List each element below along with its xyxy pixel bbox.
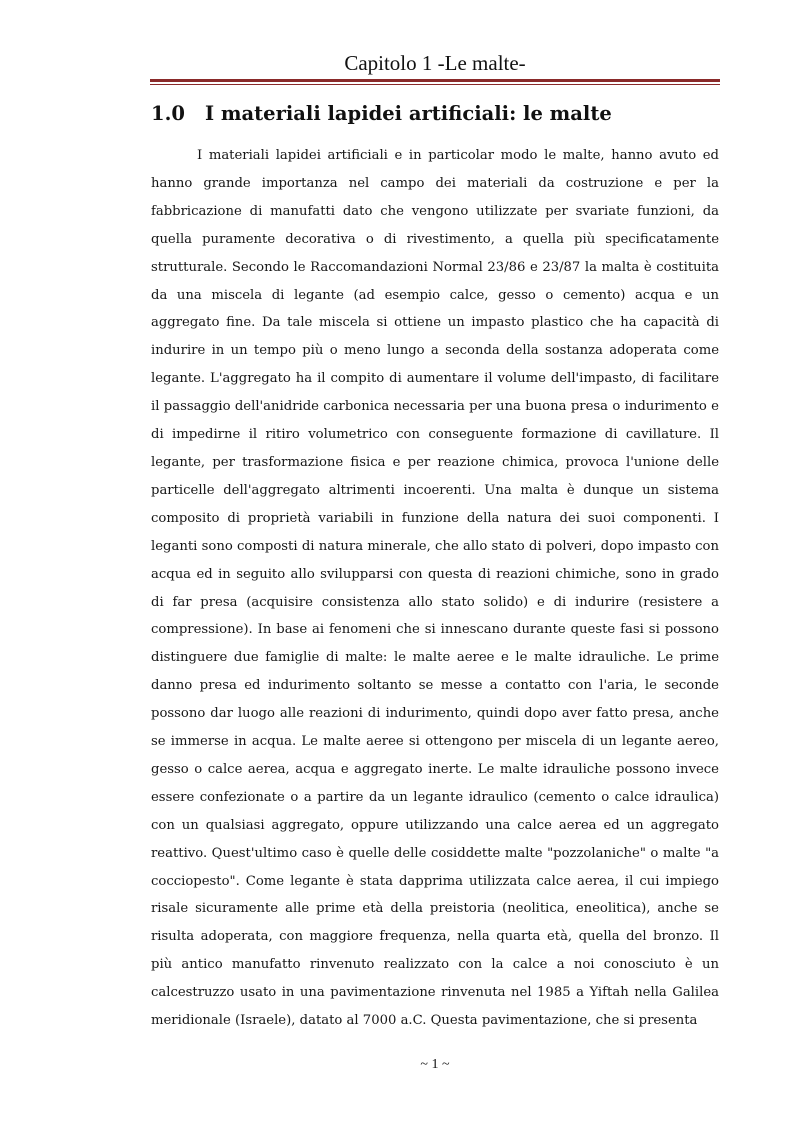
- body-paragraph: I materiali lapidei artificiali e in particolar modo le malte, hanno avuto ed hanno grande importanza nel campo dei materiali da costruzione e per la fabbricazione di manufatti dato che vengono utilizzate per svariate funzioni, da quella puramente decorativa o di rivestimento, a quella più specificatamente strutturale. Secondo le Raccomandazioni Normal 23/86 e 23/87 la malta è costituita da una miscela di legante (ad esempio calce, gesso o cemento) acqua e un aggregato fine. Da tale miscela si ottiene un impasto plastico che ha capacità di indurire in un tempo più o meno lungo a seconda della sostanza adoperata come legante. L'aggregato ha il compito di aumentare il volume dell'impasto, di facilitare il passaggio dell'anidride carbonica necessaria per una buona presa o indurimento e di impedirne il ritiro volumetrico con conseguente formazione di cavillature. Il legante, per trasformazione fisica e per reazione chimica, provoca l'unione delle particelle dell'aggregato altrimenti incoerenti. Una malta è dunque un sistema composito di proprietà variabili in funzione della natura dei suoi componenti. I leganti sono composti di natura minerale, che allo stato di polveri, dopo impasto con acqua ed in seguito allo svilupparsi con questa di reazioni chimiche, sono in grado di far presa (acquisire consistenza allo stato solido) e di indurire (resistere a compressione). In base ai fenomeni che si innescano durante queste fasi si possono distinguere due famiglie di malte: le malte aeree e le malte idrauliche. Le prime danno presa ed indurimento soltanto se messe a contatto con l'aria, le seconde possono dar luogo alle reazioni di indurimento, quindi dopo aver fatto presa, anche se immerse in acqua. Le malte aeree si ottengono per miscela di un legante aereo, gesso o calce aerea, acqua e aggregato inerte. Le malte idrauliche possono invece essere confezionate o a partire da un legante idraulico (cemento o calce idraulica) con un qualsiasi aggregato, oppure utilizzando una calce aerea ed un aggregato reattivo. Quest'ultimo caso è quelle delle cosiddette malte "pozzolaniche" o malte "a cocciopesto". Come legante è stata dapprima utilizzata calce aerea, il cui impiego risale sicuramente alle prime età della preistoria (neolitica, eneolitica), anche se risulta adoperata, con maggiore frequenza, nella quarta età, quella del bronzo. Il più antico manufatto rinvenuto realizzato con la calce a noi conosciuto è un calcestruzzo usato in una pavimentazione rinvenuta nel 1985 a Yiftah nella Galilea meridionale (Israele), datato al 7000 a.C. Questa pavimentazione, che si presenta: [151, 148, 719, 1029]
- section-number: 1.0: [151, 102, 185, 125]
- section-heading: [151, 101, 721, 127]
- header-rule-thick: [150, 79, 720, 82]
- page-number: ~ 1 ~: [420, 1057, 450, 1072]
- section-title: I materiali lapidei artificiali: le malte: [205, 102, 612, 125]
- running-header-title: Capitolo 1 -Le malte-: [344, 51, 526, 75]
- header-rule-thin: [150, 84, 720, 85]
